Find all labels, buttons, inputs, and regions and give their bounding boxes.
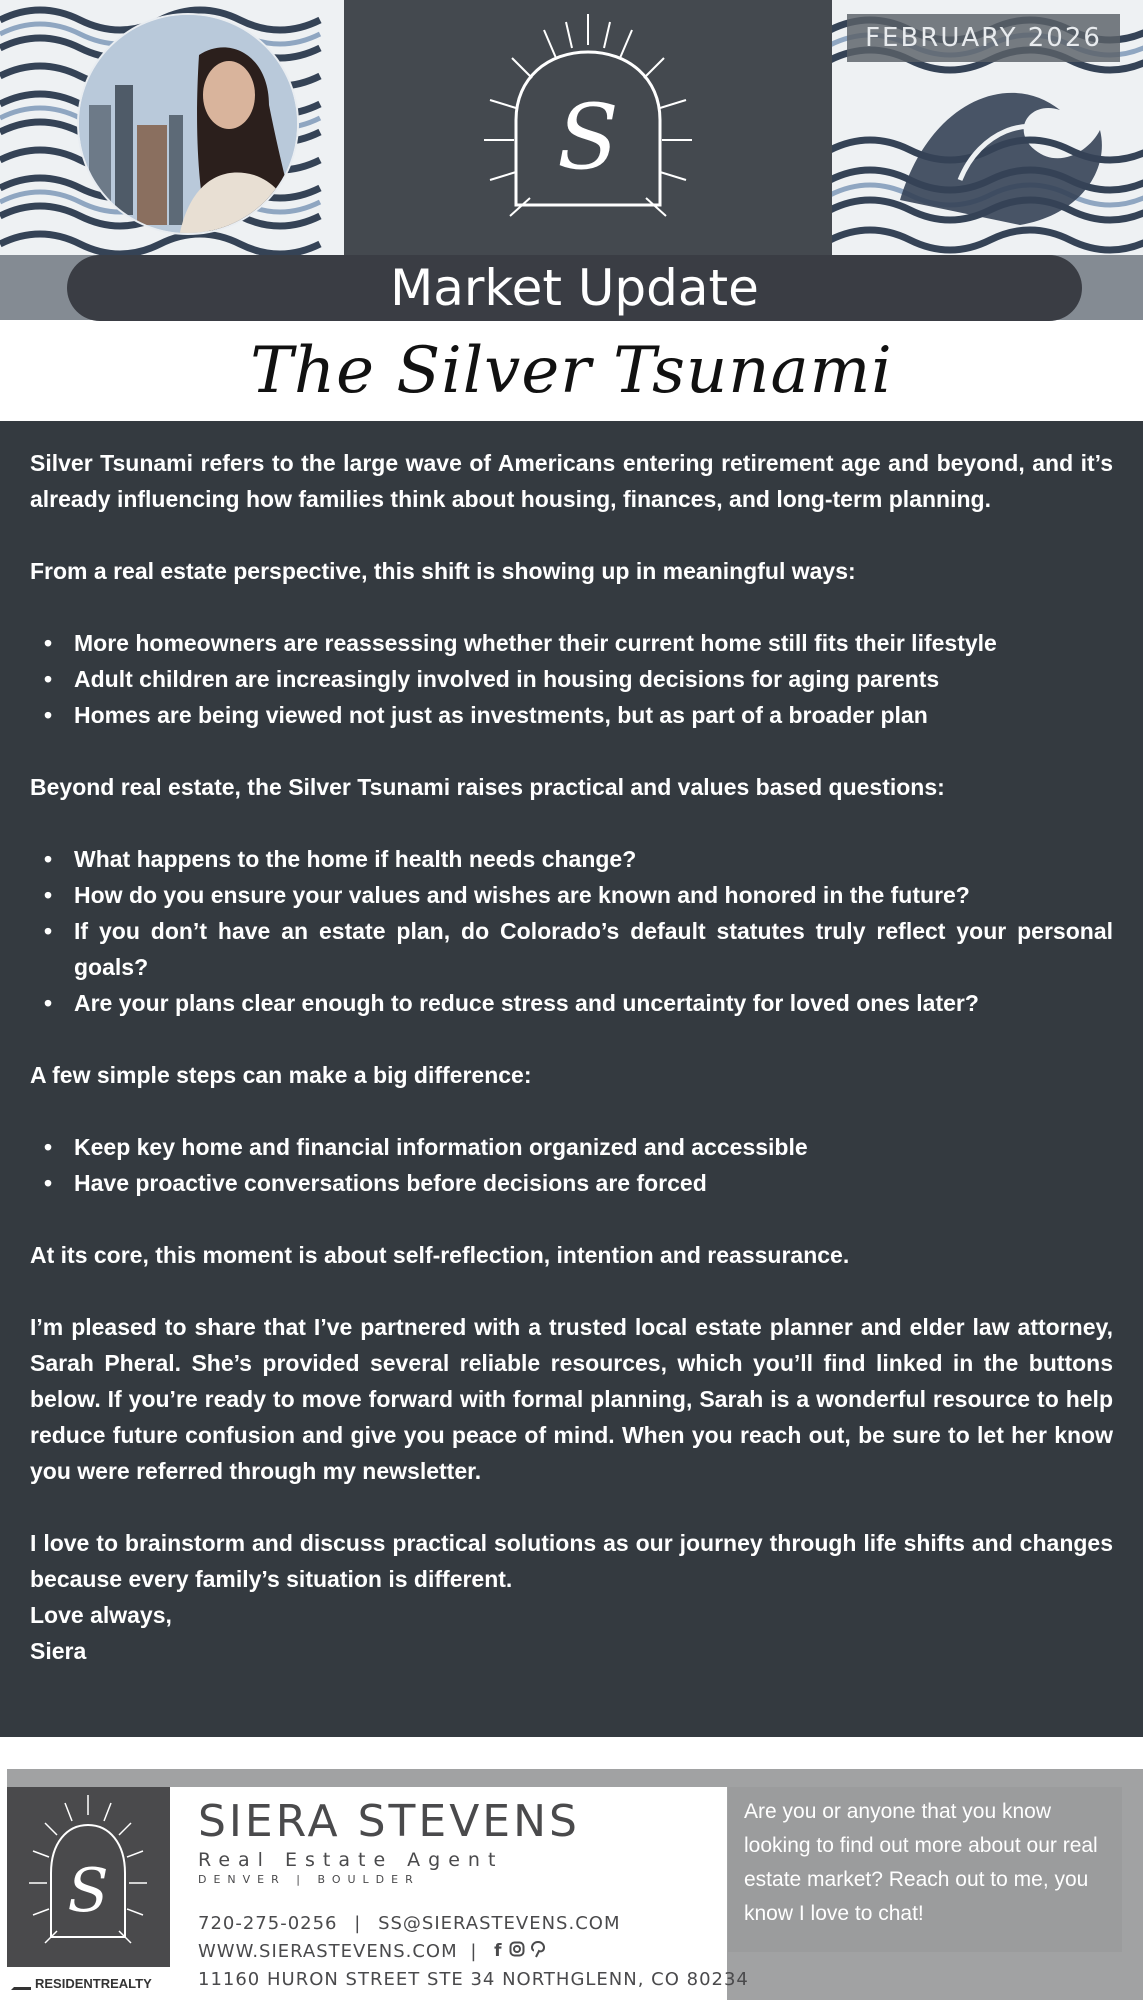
list-item: • If you don’t have an estate plan, do Colorado’s default statutes truly reflect your personal goals? xyxy=(30,913,1113,985)
pinterest-icon[interactable] xyxy=(531,1941,545,1963)
separator: | xyxy=(354,1913,362,1934)
agent-name: SIERA STEVENS xyxy=(198,1796,580,1847)
perspective-list xyxy=(30,625,1113,733)
website-link[interactable]: WWW.SIERASTEVENS.COM xyxy=(198,1941,458,1962)
beyond-heading: Beyond real estate, the Silver Tsunami raises practical and values based questions: xyxy=(30,774,945,800)
list-item: • Are your plans clear enough to reduce stress and uncertainty for loved ones later? xyxy=(30,985,1113,1021)
article-headline: The Silver Tsunami xyxy=(250,334,893,408)
house-icon xyxy=(11,1978,31,1990)
closing-paragraph: I love to brainstorm and discuss practical solutions as our journey through life shifts and changes because every family’s situation is different. xyxy=(30,1530,1113,1592)
separator: | xyxy=(470,1941,478,1962)
svg-text:S: S xyxy=(557,85,619,190)
phone-link[interactable]: 720-275-0256 xyxy=(198,1913,338,1934)
list-item: • Adult children are increasingly involved in housing decisions for aging parents xyxy=(30,661,1113,697)
s-monogram-arch-icon xyxy=(344,0,832,255)
list-item: • What happens to the home if health needs change? xyxy=(30,841,1113,877)
partner-paragraph: I’m pleased to share that I’ve partnered with a trusted local estate planner and elder law attorney, Sarah Pheral. She’s provided several reliable resources, which you’ll find linked in the buttons below. If you’re ready to move forward with formal planning, Sarah is a wonderful resource to help reduce future confusion and give you peace of mind. When you reach out, be sure to let her know you were referred through my newsletter. xyxy=(30,1314,1113,1484)
agent-role: Real Estate Agent xyxy=(198,1849,504,1871)
list-item: • More homeowners are reassessing whether their current home still fits their lifestyle xyxy=(30,625,1113,661)
intro-paragraph: Silver Tsunami refers to the large wave of Americans entering retirement age and beyond, and it’s already influencing how families think about housing, finances, and long-term planning. xyxy=(30,450,1113,512)
page-title: Market Update xyxy=(67,255,1082,321)
brokerage-name: RESIDENTREALTY xyxy=(35,1976,152,1991)
list-item: • How do you ensure your values and wishes are known and honored in the future? xyxy=(30,877,1113,913)
perspective-heading: From a real estate perspective, this shift is showing up in meaningful ways: xyxy=(30,558,856,584)
s-monogram-arch-icon xyxy=(7,1787,170,1967)
brokerage-logo xyxy=(7,1967,170,2000)
social-links xyxy=(494,1941,544,1963)
signoff: Love always, xyxy=(30,1602,172,1628)
svg-text:S: S xyxy=(67,1856,109,1926)
logo-panel xyxy=(344,0,832,255)
core-paragraph: At its core, this moment is about self-reflection, intention and reassurance. xyxy=(30,1242,850,1268)
agent-cities: DENVER | BOULDER xyxy=(198,1873,420,1886)
email-link[interactable]: SS@SIERASTEVENS.COM xyxy=(378,1913,621,1934)
list-item: • Keep key home and financial information organized and accessible xyxy=(30,1129,1113,1165)
instagram-icon[interactable] xyxy=(509,1941,525,1963)
signature: Siera xyxy=(30,1638,87,1664)
list-item: • Homes are being viewed not just as investments, but as part of a broader plan xyxy=(30,697,1113,733)
article-body xyxy=(0,421,1143,1737)
cta-message: Are you or anyone that you know looking to find out more about our real estate market? Reach out to me, you know I love to chat! xyxy=(728,1787,1122,1952)
subtitle-band xyxy=(0,321,1143,421)
list-item: • Have proactive conversations before decisions are forced xyxy=(30,1165,1113,1201)
agent-photo xyxy=(77,13,299,235)
steps-heading: A few simple steps can make a big difference: xyxy=(30,1062,532,1088)
footer-logo xyxy=(7,1787,170,1967)
facebook-icon[interactable]: f xyxy=(494,1941,503,1961)
contact-line-phone-email xyxy=(198,1913,620,1934)
contact-line-web xyxy=(198,1941,545,1963)
address: 11160 HURON STREET STE 34 NORTHGLENN, CO 80234 xyxy=(198,1969,749,1990)
header-banner xyxy=(0,0,1143,255)
issue-date: FEBRUARY 2026 xyxy=(847,14,1120,62)
steps-list xyxy=(30,1129,1113,1201)
questions-list xyxy=(30,841,1113,1021)
